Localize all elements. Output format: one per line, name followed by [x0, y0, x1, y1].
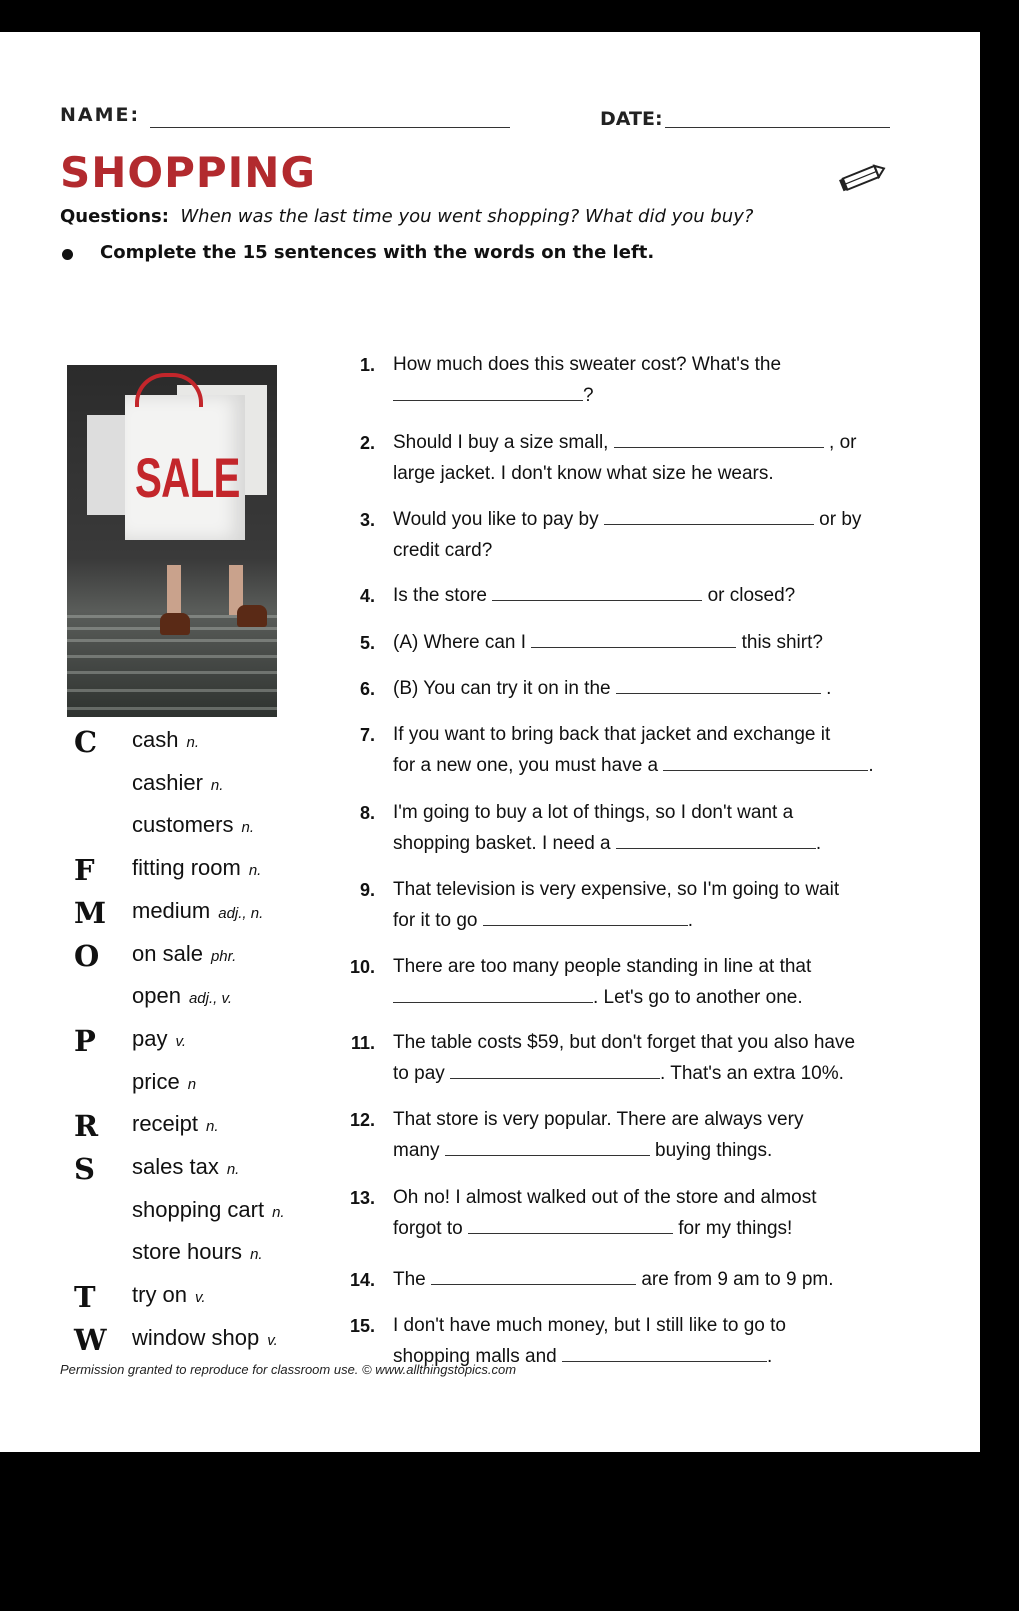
answer-blank[interactable]	[562, 1347, 767, 1362]
word-bank-pos: v.	[175, 1032, 187, 1050]
word-bank-letter: R	[74, 1109, 99, 1144]
sentence-number: 6.	[359, 679, 375, 699]
sentence-line	[393, 1140, 772, 1162]
word-bank-pos: n.	[241, 819, 254, 837]
sentence-line	[393, 354, 781, 376]
word-bank-letter: P	[74, 1023, 96, 1058]
sentence-number: 4.	[359, 586, 375, 606]
answer-blank[interactable]	[393, 386, 583, 401]
sentence-text: forgot to	[393, 1218, 463, 1239]
sentence-number: 14.	[349, 1270, 375, 1290]
sentence-text: The	[393, 1269, 426, 1290]
sentence-line	[393, 956, 811, 978]
sentence-text: .	[826, 678, 832, 699]
word-bank-item	[132, 1154, 239, 1180]
sentence-line	[393, 1187, 817, 1209]
word-bank-word: receipt	[132, 1111, 199, 1137]
word-bank-pos: n.	[272, 1203, 285, 1221]
sentence-number: 5.	[359, 633, 375, 653]
answer-blank[interactable]	[616, 834, 816, 849]
sentence-line	[393, 755, 874, 777]
sentence-text: . Let's go to another one.	[593, 987, 803, 1008]
word-bank-item	[132, 1325, 278, 1351]
word-bank-word: shopping cart	[132, 1196, 265, 1222]
date-label: DATE:	[600, 108, 663, 130]
word-bank-letter: W	[74, 1322, 107, 1357]
sentence-line	[393, 540, 492, 562]
sentence-text: .	[767, 1346, 773, 1367]
word-bank-item	[132, 1239, 263, 1265]
answer-blank[interactable]	[492, 586, 702, 601]
footer-permission: Permission granted to reproduce for classroom use. © www.allthingstopics.com	[60, 1362, 517, 1377]
word-bank-pos: n.	[250, 1246, 263, 1264]
sentence-number: 15.	[349, 1316, 375, 1336]
name-blank[interactable]	[150, 126, 510, 128]
word-bank-word: fitting room	[132, 855, 241, 881]
sentence-number: 2.	[359, 433, 375, 453]
sentence-text: How much does this sweater cost? What's the	[393, 354, 782, 375]
questions	[60, 206, 753, 227]
answer-blank[interactable]	[663, 756, 868, 771]
word-bank-item	[132, 770, 223, 796]
word-bank-letter: F	[74, 853, 95, 888]
sentence-text: .	[815, 833, 822, 854]
answer-blank[interactable]	[614, 433, 824, 448]
word-bank-pos: adj., n.	[218, 904, 264, 922]
questions-label: Questions:	[60, 206, 169, 227]
word-bank-pos: phr.	[210, 947, 237, 965]
word-bank-pos: v.	[195, 1289, 206, 1307]
sentence-line	[393, 910, 693, 932]
sentence-line	[393, 1032, 855, 1054]
word-bank-item	[132, 1111, 219, 1137]
word-bank-word: pay	[132, 1025, 168, 1051]
sentence-text: .	[687, 910, 694, 931]
sentence-text: That store is very popular. There are always very	[393, 1109, 804, 1130]
word-bank-letter: M	[74, 895, 107, 930]
word-bank-item	[132, 855, 261, 881]
date-blank[interactable]	[665, 126, 890, 128]
questions-text: When was the last time you went shopping? What did you buy?	[180, 206, 754, 227]
sentence-text: shopping basket. I need a	[393, 833, 611, 854]
word-bank-pos: n.	[226, 1161, 240, 1178]
sentence-text: If you want to bring back that jacket and exchange it	[393, 724, 831, 745]
answer-blank[interactable]	[531, 633, 736, 648]
sentence-text: The table costs $59, but don't forget that you also have	[393, 1032, 856, 1053]
answer-blank[interactable]	[604, 510, 814, 525]
sentence-line	[393, 463, 774, 485]
sentence-text: . That's an extra 10%.	[660, 1063, 844, 1084]
word-bank-item	[132, 941, 236, 967]
sentence-text: I'm going to buy a lot of things, so I don't want a	[393, 802, 794, 823]
word-bank-word: open	[132, 983, 181, 1009]
sentence-line	[393, 632, 823, 654]
answer-blank[interactable]	[483, 911, 688, 926]
word-bank-item	[132, 1026, 186, 1052]
sentence-text: Would you like to pay by	[393, 509, 599, 530]
sentence-text: or by	[819, 509, 862, 530]
sentence-text: for my things!	[673, 1218, 793, 1239]
word-bank-word: price	[132, 1068, 180, 1094]
word-bank-item	[132, 1069, 196, 1095]
sentence-line	[393, 1109, 803, 1131]
word-bank-item	[132, 812, 254, 838]
word-bank-pos: n.	[210, 776, 224, 794]
sentence-line	[393, 833, 821, 855]
word-bank-word: try on	[132, 1282, 188, 1308]
sentence-text: There are too many people standing in line at that	[393, 956, 812, 977]
bullet	[62, 249, 73, 260]
sentence-text: Is the store	[393, 585, 487, 606]
word-bank-pos: adj., v.	[188, 990, 233, 1008]
word-bank-item	[132, 898, 263, 924]
sentence-text: buying things.	[649, 1140, 773, 1161]
word-bank-word: on sale	[132, 940, 203, 966]
instruction: Complete the 15 sentences with the words on the left.	[100, 242, 655, 263]
word-bank-word: cashier	[132, 769, 203, 795]
sentence-line	[393, 1315, 786, 1337]
sentence-text: , or	[829, 432, 857, 453]
sentence-line	[393, 987, 803, 1009]
worksheet-page	[0, 32, 980, 1452]
sentence-text: That television is very expensive, so I'm going to wait	[393, 879, 840, 900]
sentence-line	[393, 879, 839, 901]
sentence-number: 12.	[349, 1110, 375, 1130]
sentence-number: 11.	[350, 1033, 375, 1053]
sentence-number: 3.	[359, 510, 375, 530]
sentence-text: (A) Where can I	[393, 632, 527, 653]
sentence-line	[393, 1063, 844, 1085]
word-bank-item	[132, 727, 199, 753]
sentence-line	[393, 678, 831, 700]
sentence-text: ?	[583, 385, 594, 406]
sentence-line	[393, 509, 861, 531]
answer-blank[interactable]	[616, 679, 821, 694]
sentence-number: 13.	[349, 1188, 375, 1208]
sentence-text: many	[393, 1140, 440, 1161]
sentence-line	[393, 802, 793, 824]
answer-blank[interactable]	[450, 1064, 660, 1079]
word-bank-pos: v.	[267, 1331, 278, 1349]
word-bank-word: customers	[132, 812, 234, 838]
sentence-text: to pay	[393, 1063, 445, 1084]
word-bank-pos: n.	[248, 862, 262, 880]
word-bank-item	[132, 1197, 285, 1223]
sale-sign: SALE	[135, 446, 240, 509]
sentence-number: 10.	[349, 957, 375, 977]
answer-blank[interactable]	[445, 1141, 650, 1156]
name-label: NAME:	[60, 104, 141, 126]
sentence-line	[393, 432, 856, 454]
answer-blank[interactable]	[468, 1219, 673, 1234]
page-title: SHOPPING	[60, 148, 316, 197]
word-bank-item	[132, 983, 232, 1009]
sale-bag-photo	[67, 365, 277, 717]
sentence-line	[393, 724, 830, 746]
word-bank-word: window shop	[132, 1324, 260, 1350]
word-bank-letter: T	[74, 1280, 96, 1315]
word-bank-pos: n	[187, 1075, 197, 1093]
word-bank-pos: n.	[206, 1118, 219, 1136]
word-bank-letter: O	[74, 938, 100, 973]
sentence-number: 9.	[359, 880, 375, 900]
sentence-text: I don't have much money, but I still like to go to	[393, 1315, 786, 1336]
sentence-line	[393, 385, 594, 407]
word-bank-word: medium	[132, 897, 211, 923]
sentence-text: Should I buy a size small,	[393, 432, 609, 453]
word-bank-word: sales tax	[132, 1154, 219, 1179]
word-bank-word: cash	[132, 727, 179, 752]
sentence-text: .	[868, 755, 874, 776]
pencil-icon	[838, 158, 888, 198]
sentence-text: large jacket. I don't know what size he wears.	[393, 463, 774, 484]
sentence-text: for a new one, you must have a	[393, 755, 659, 776]
word-bank-letter: S	[74, 1152, 95, 1186]
sentence-number: 8.	[359, 803, 375, 823]
sentence-line	[393, 585, 795, 607]
answer-blank[interactable]	[431, 1270, 636, 1285]
sentence-text: credit card?	[393, 540, 493, 561]
sentence-text: for it to go	[393, 910, 478, 931]
sentence-number: 7.	[359, 725, 375, 745]
answer-blank[interactable]	[393, 988, 593, 1003]
sentence-line	[393, 1269, 834, 1291]
sentence-number: 1.	[359, 355, 375, 375]
word-bank-letter: C	[74, 725, 98, 759]
word-bank-word: store hours	[132, 1239, 243, 1265]
sentence-text: Oh no! I almost walked out of the store and almost	[393, 1187, 817, 1208]
word-bank-item	[132, 1282, 206, 1308]
word-bank-pos: n.	[186, 734, 199, 751]
sentence-text: shopping malls and	[393, 1346, 557, 1367]
sentence-text: (B) You can try it on in the	[393, 678, 611, 699]
sentence-line	[393, 1218, 792, 1240]
sentence-text: are from 9 am to 9 pm.	[641, 1269, 834, 1290]
sentence-text: or closed?	[707, 585, 796, 606]
sentence-text: this shirt?	[741, 632, 823, 653]
